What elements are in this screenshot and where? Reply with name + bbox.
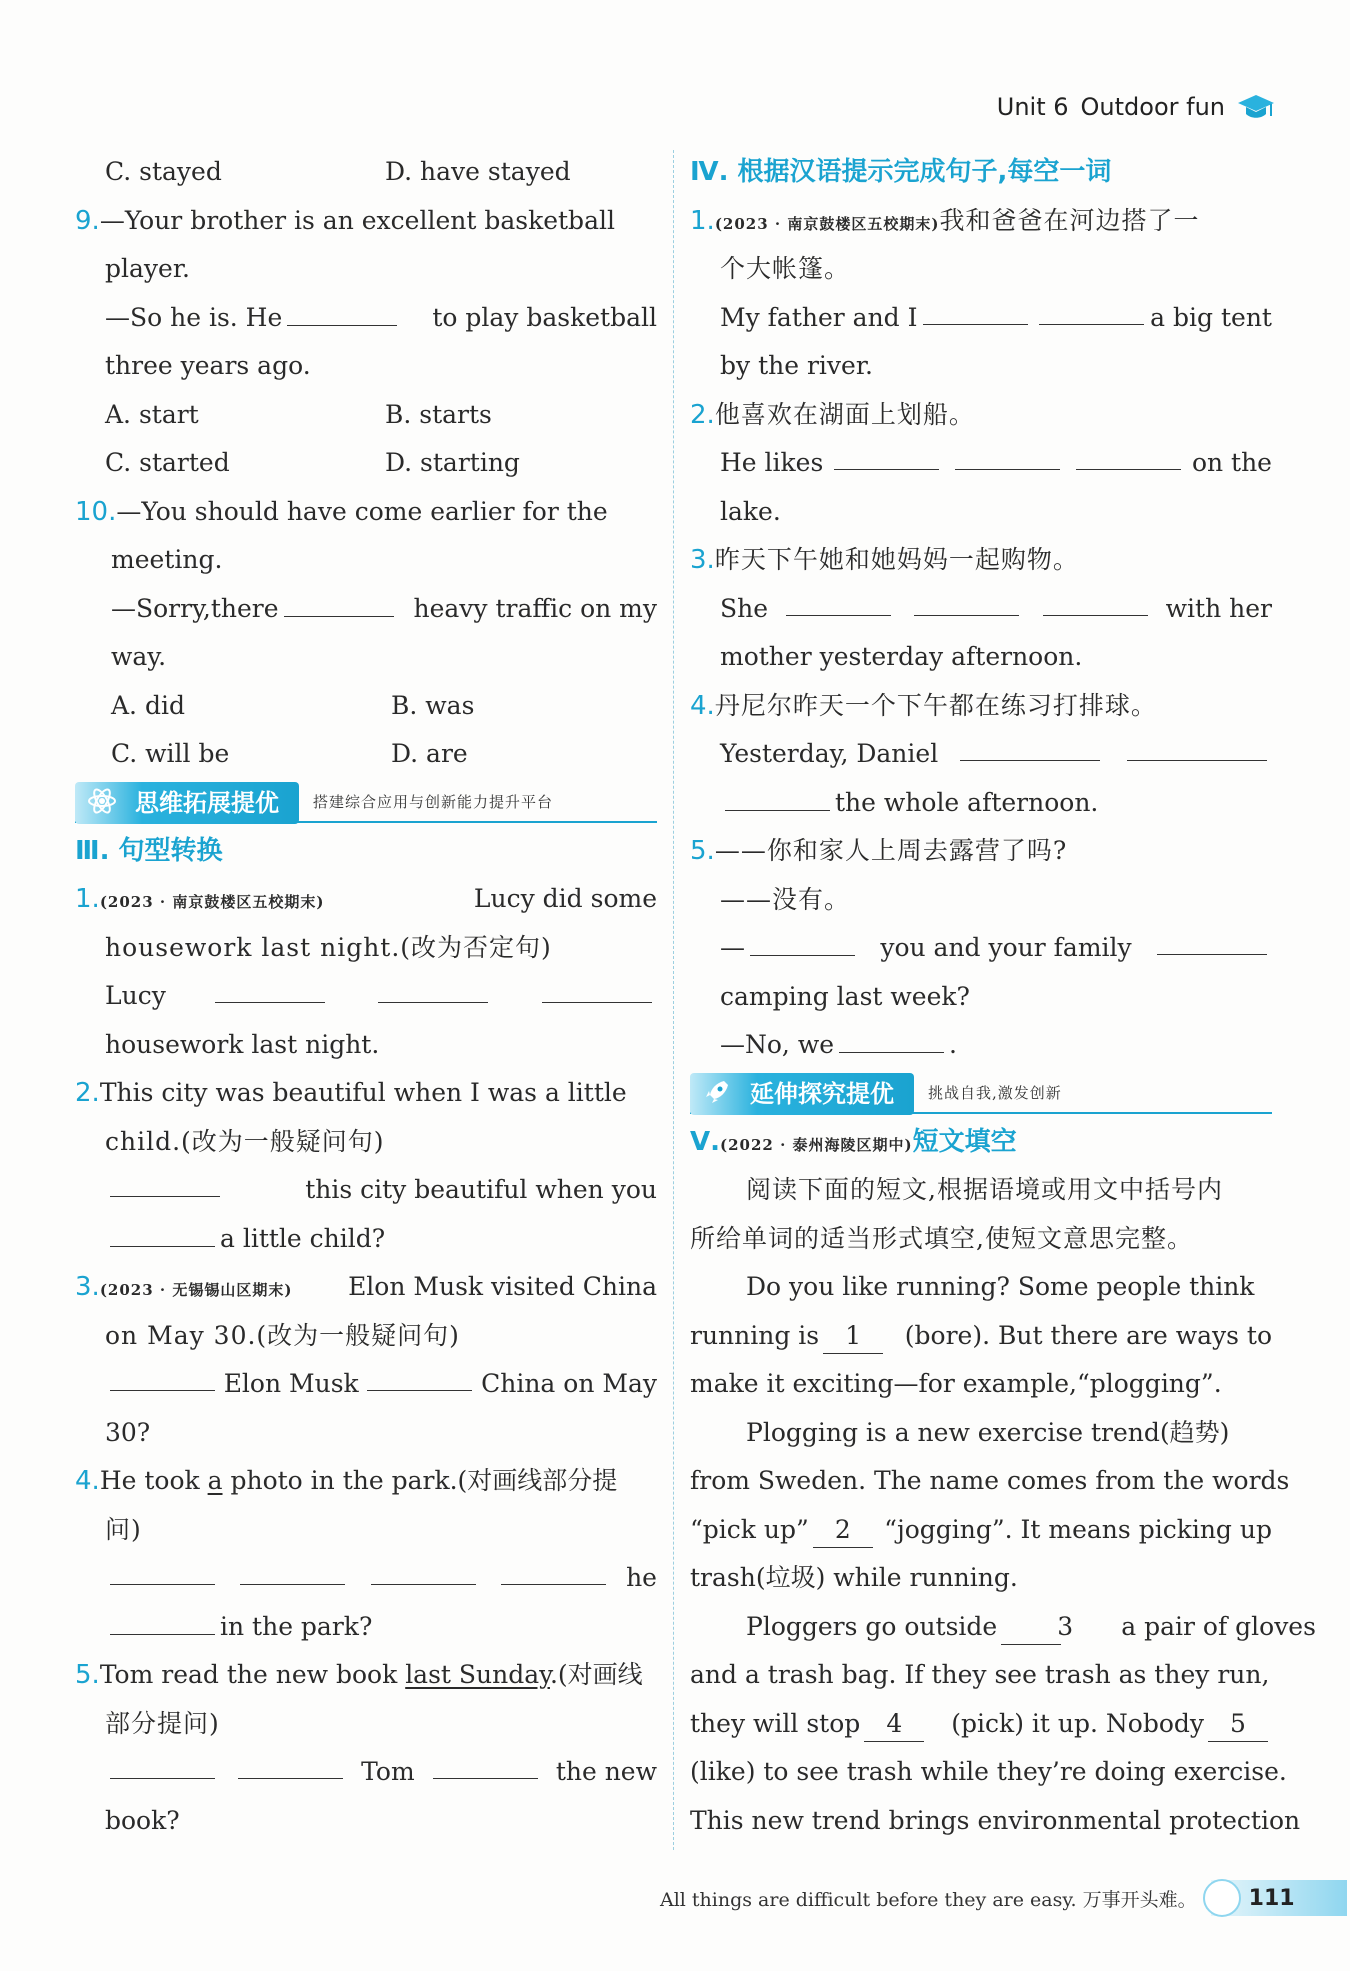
question-text: —No, we [720,1030,835,1059]
answer-blank[interactable] [1157,924,1267,955]
sentence-1-line-1 [75,875,657,924]
question-10-line-1 [75,488,657,537]
question-10-options-ab [75,682,657,731]
question-9-line-4: three years ago. [105,351,311,380]
translate-4-line-2 [690,730,1272,779]
answer-blank[interactable] [839,1022,944,1053]
question-10-line-3 [75,585,657,634]
question-text: with her [1165,593,1272,623]
question-source: (2023 · 南京鼓楼区五校期末) [714,214,940,233]
question-text: —You should have come earlier for the [116,496,608,526]
passage-p1-line-2 [690,1312,1272,1361]
cloze-blank-3[interactable]: 3 [1001,1610,1061,1645]
question-text: to play basketball [432,302,657,332]
question-number: 5. [690,836,715,866]
answer-blank[interactable] [834,439,939,470]
chinese-prompt: 我和爸爸在河边搭了一 [939,205,1200,235]
answer-blank[interactable] [367,1360,472,1391]
sentence-2-line-1 [75,1069,657,1118]
question-text: he [626,1563,657,1592]
answer-blank[interactable] [914,585,1019,616]
answer-blank[interactable] [960,730,1100,761]
answer-blank[interactable] [240,1554,345,1585]
translate-5-line-1 [690,827,1272,876]
question-number: 2. [75,1078,100,1108]
answer-blank[interactable] [750,925,855,956]
graduation-cap-icon [1237,92,1275,122]
question-9-options-ab [75,391,657,440]
section-banner-extension [690,1070,1272,1118]
page-header [997,92,1275,122]
option-c: C. stayed [105,157,222,186]
question-number: 10. [75,496,117,527]
chinese-prompt: 他喜欢在湖面上划船。 [714,399,975,429]
section-banner-thinking [75,779,657,827]
question-number: 4. [75,1466,100,1496]
page-number-box [1211,1880,1347,1916]
answer-blank[interactable] [287,295,397,326]
cloze-blank-4[interactable]: 4 [864,1707,924,1742]
question-text: She [720,593,769,623]
answer-blank[interactable] [955,439,1060,470]
banner-subtitle: 搭建综合应用与创新能力提升平台 [313,793,554,812]
answer-blank[interactable] [371,1554,476,1585]
translate-1-line-1 [690,197,1272,246]
right-column [690,148,1316,1845]
answer-blank[interactable] [1127,730,1267,761]
passage-text: they will stop [690,1708,861,1738]
question-text: this city beautiful when you [305,1175,657,1204]
sentence-1-line-4: housework last night. [105,1029,380,1059]
translate-5-line-2: ——没有。 [720,884,851,914]
question-text: . [949,1030,957,1059]
translate-5-line-3 [690,924,1272,973]
translate-2-line-1 [690,391,1272,440]
passage-p1-line-3: make it exciting—for example,“plogging”. [690,1369,1222,1398]
chinese-prompt: 丹尼尔昨天一个下午都在练习打排球。 [714,690,1157,720]
answer-blank[interactable] [501,1554,606,1585]
translate-1-line-3 [690,294,1272,343]
passage-text: (bore). But there are ways to [904,1320,1272,1350]
question-text: a big tent [1150,302,1272,332]
translate-3-line-3: mother yesterday afternoon. [720,642,1083,671]
question-source: (2023 · 无锡锡山区期末) [99,1281,293,1299]
instructions-line-1: 阅读下面的短文,根据语境或用文中括号内 [746,1175,1223,1204]
instructions-line-2: 所给单词的适当形式填空,使短文意思完整。 [690,1223,1193,1253]
cloze-blank-2[interactable]: 2 [813,1513,873,1548]
question-text: Lucy did some [473,884,657,913]
answer-blank[interactable] [1039,294,1144,325]
underlined-word: a [207,1466,223,1495]
section-number: Ⅴ. [690,1126,720,1157]
answer-blank[interactable] [110,1216,215,1247]
answer-blank[interactable] [786,585,891,616]
translate-3-line-2 [690,585,1272,634]
translate-2-line-2 [690,439,1272,488]
atom-icon [87,786,117,816]
translate-2-line-3: lake. [720,496,781,526]
question-text: This city was beautiful when I was a little [99,1078,627,1107]
question-text: Elon Musk visited China [348,1272,657,1301]
option-d[interactable]: D. starting [385,448,520,477]
sentence-5-line-4: book? [105,1805,180,1835]
option-d[interactable]: D. are [391,739,468,768]
sentence-5-line-2: 部分提问) [105,1708,220,1738]
question-number: 3. [690,545,715,575]
answer-blank[interactable] [215,972,325,1003]
passage-text: “pick up” [690,1514,809,1544]
passage-p3-line-3 [690,1700,1272,1749]
option-b[interactable]: B. was [391,690,475,720]
sentence-2-line-4 [75,1215,657,1264]
answer-blank[interactable] [110,1360,215,1391]
option-d: D. have stayed [385,157,571,186]
option-c[interactable]: C. will be [111,739,230,768]
cloze-blank-5[interactable]: 5 [1208,1707,1268,1742]
question-text: — [720,933,745,962]
question-text: you and your family [880,933,1132,962]
question-text: He likes [720,448,824,477]
option-a[interactable]: A. did [111,690,185,720]
question-text: the new [555,1757,657,1786]
answer-blank[interactable] [110,1604,215,1635]
option-c[interactable]: C. started [105,448,230,477]
answer-blank[interactable] [110,1748,215,1779]
question-source: (2023 · 南京鼓楼区五校期末) [99,893,325,911]
question-number: 5. [75,1660,100,1690]
section-title: 短文填空 [912,1126,1017,1157]
answer-blank[interactable] [433,1748,538,1779]
passage-p3-line-4: (like) to see trash while they’re doing exercise. [690,1757,1287,1786]
answer-blank[interactable] [110,1554,215,1585]
question-text: in the park? [220,1611,373,1641]
section-5-title [690,1118,1272,1167]
question-source: (2022 · 泰州海陵区期中) [720,1135,913,1154]
answer-blank[interactable] [238,1748,343,1779]
section-3-title: Ⅲ. 句型转换 [75,835,223,866]
passage-p2-line-2: from Sweden. The name comes from the words [690,1466,1290,1495]
cloze-blank-1[interactable]: 1 [823,1319,883,1354]
question-9-line-3 [75,294,657,343]
column-divider [673,150,675,1850]
answer-blank[interactable] [284,586,394,617]
answer-blank[interactable] [110,1166,220,1197]
question-number: 1. [690,205,715,236]
question-text: Tom read the new book [99,1660,406,1689]
question-text: My father and I [720,302,918,332]
question-number: 2. [690,399,715,430]
question-9-options-cd [75,439,657,488]
question-text: on the [1191,448,1272,477]
sentence-4-line-1 [75,1457,657,1506]
option-a[interactable]: A. start [105,399,199,429]
page-footer [660,1880,1347,1916]
sentence-1-line-3 [75,972,657,1021]
footer-proverb: All things are difficult before they are easy. 万事开头难。 [660,1888,1197,1911]
answer-blank[interactable] [923,294,1028,325]
question-text: Elon Musk [223,1369,359,1398]
translate-3-line-1 [690,536,1272,585]
translate-1-line-2: 个大帐篷。 [720,254,851,283]
sentence-2-line-2: child.(改为一般疑问句) [105,1126,385,1156]
passage-p3-line-2: and a trash bag. If they see trash as they run, [690,1660,1270,1689]
question-text: a little child? [220,1223,386,1253]
answer-blank[interactable] [378,972,488,1003]
question-10-line-2: meeting. [111,545,223,574]
sentence-3-line-1 [75,1263,657,1312]
question-9-line-1 [75,197,657,246]
passage-text: Ploggers go outside [746,1611,998,1641]
passage-text: “jogging”. It means picking up [884,1514,1272,1544]
question-number: 9. [75,205,100,236]
question-text: Lucy [105,981,166,1010]
question-number: 3. [75,1272,100,1302]
question-text: heavy traffic on my [413,593,657,623]
left-column [75,148,657,1845]
answer-blank[interactable] [1043,585,1148,616]
question-text: —Your brother is an excellent basketball [99,205,615,235]
question-text: .(对画线 [549,1660,643,1689]
section-4-title: Ⅳ. 根据汉语提示完成句子,每空一词 [690,157,1112,187]
question-text: He took [99,1466,208,1495]
sentence-4-line-4 [75,1603,657,1652]
passage-p2-line-3 [690,1506,1272,1555]
question-9-line-2: player. [105,254,190,283]
translate-4-line-1 [690,682,1272,731]
question-text: photo in the park.(对画线部分提 [222,1466,618,1495]
page-number: 111 [1248,1885,1295,1911]
question-number: 4. [690,690,715,721]
translate-1-line-4: by the river. [720,351,873,380]
translate-4-line-3 [690,779,1272,828]
passage-p2-line-1: Plogging is a new exercise trend(趋势) [746,1417,1230,1447]
answer-blank[interactable] [542,972,652,1003]
translate-5-line-5 [690,1021,1272,1070]
question-text: China on May [481,1369,657,1398]
sentence-5-line-3 [75,1748,657,1797]
passage-text: a pair of gloves [1121,1611,1316,1641]
passage-p3-line-5: This new trend brings environmental protection [690,1805,1301,1835]
passage-text: (pick) it up. Nobody [951,1708,1204,1738]
option-b[interactable]: B. starts [385,399,492,429]
question-number: 1. [75,884,100,914]
question-text: the whole afternoon. [835,787,1099,817]
passage-text: running is [690,1320,820,1350]
question-text: Yesterday, Daniel [720,739,939,768]
sentence-1-line-2: housework last night.(改为否定句) [105,932,552,962]
question-text: Tom [361,1757,415,1786]
sentence-5-line-1 [75,1651,657,1700]
unit-title: Outdoor fun [1080,93,1225,121]
sentence-3-line-4: 30? [105,1417,151,1447]
question-10-line-4: way. [111,642,167,671]
banner-title: 思维拓展提优 [135,788,279,817]
rocket-icon [702,1077,732,1107]
sentence-2-line-3 [75,1166,657,1215]
banner-pill [690,1073,914,1115]
answer-blank[interactable] [725,780,830,811]
banner-title: 延伸探究提优 [750,1079,894,1108]
passage-p1-line-1: Do you like running? Some people think [746,1272,1255,1301]
sentence-4-line-2: 问) [105,1514,142,1544]
sentence-3-line-2: on May 30.(改为一般疑问句) [105,1320,460,1350]
question-text: —Sorry,there [111,593,279,623]
banner-pill [75,782,299,824]
unit-label: Unit 6 [996,93,1069,121]
banner-subtitle: 挑战自我,激发创新 [928,1084,1062,1103]
chinese-prompt: 昨天下午她和她妈妈一起购物。 [714,545,1079,574]
underlined-phrase: last Sunday [405,1660,550,1689]
question-text: —So he is. He [105,302,283,332]
passage-p2-line-4: trash(垃圾) while running. [690,1563,1018,1592]
sentence-4-line-3 [75,1554,657,1603]
prev-options [75,148,657,197]
question-10-options-cd [75,730,657,779]
translate-5-line-4: camping last week? [720,981,970,1011]
chinese-prompt: ——你和家人上周去露营了吗? [714,836,1068,865]
passage-p3-line-1 [690,1603,1316,1652]
sentence-3-line-3 [75,1360,657,1409]
target-circle-icon [1203,1879,1241,1917]
answer-blank[interactable] [1076,439,1181,470]
